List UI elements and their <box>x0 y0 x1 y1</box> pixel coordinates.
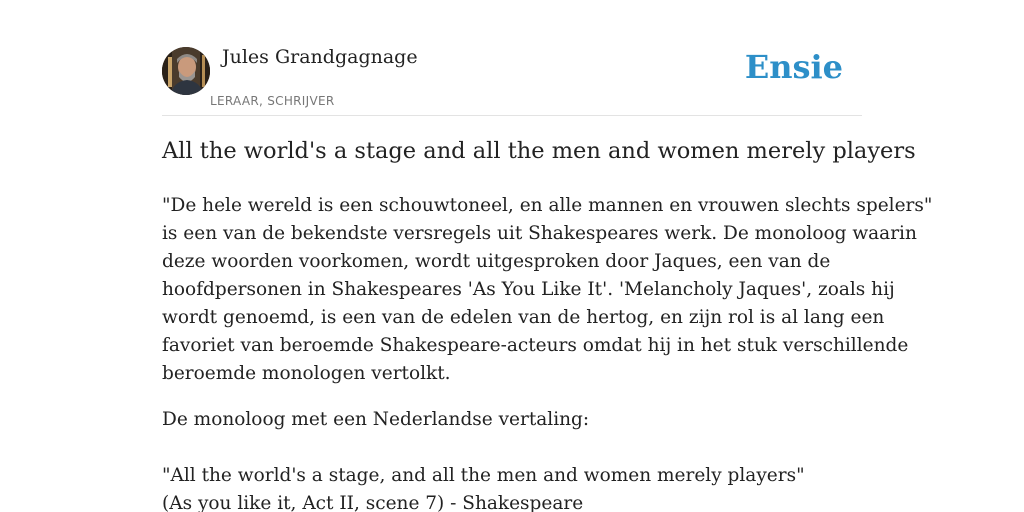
author-name[interactable]: Jules Grandgagnage <box>222 46 418 68</box>
quote-line: "All the world's a stage, and all the men and women merely players" <box>162 465 805 486</box>
paragraph-line: wordt genoemd, is een van de edelen van de hertog, en zijn rol is al lang een <box>162 307 885 328</box>
paragraph-line: De monoloog met een Nederlandse vertaling: <box>162 409 590 430</box>
translation-intro <box>162 406 589 434</box>
avatar-portrait-icon <box>162 47 210 95</box>
paragraph-line: deze woorden voorkomen, wordt uitgesproken door Jaques, een van de <box>162 251 831 272</box>
intro-paragraph <box>162 192 932 388</box>
brand-logo[interactable]: Ensie <box>744 48 843 86</box>
paragraph-line: beroemde monologen vertolkt. <box>162 363 451 384</box>
paragraph-line: favoriet van beroemde Shakespeare-acteurs omdat hij in het stuk verschillende <box>162 335 909 356</box>
paragraph-line: is een van de bekendste versregels uit Shakespeares werk. De monoloog waarin <box>162 223 917 244</box>
article-title: All the world's a stage and all the men and women merely players <box>162 138 916 164</box>
quote-citation: (As you like it, Act II, scene 7) - Shakespeare <box>162 493 584 512</box>
author-role: LERAAR, SCHRIJVER <box>210 94 335 108</box>
author-header <box>162 44 862 116</box>
author-avatar[interactable] <box>162 47 210 95</box>
paragraph-line: "De hele wereld is een schouwtoneel, en alle mannen en vrouwen slechts spelers" <box>162 195 933 216</box>
paragraph-line: hoofdpersonen in Shakespeares 'As You Like It'. 'Melancholy Jaques', zoals hij <box>162 279 895 300</box>
quote-block <box>162 462 805 512</box>
